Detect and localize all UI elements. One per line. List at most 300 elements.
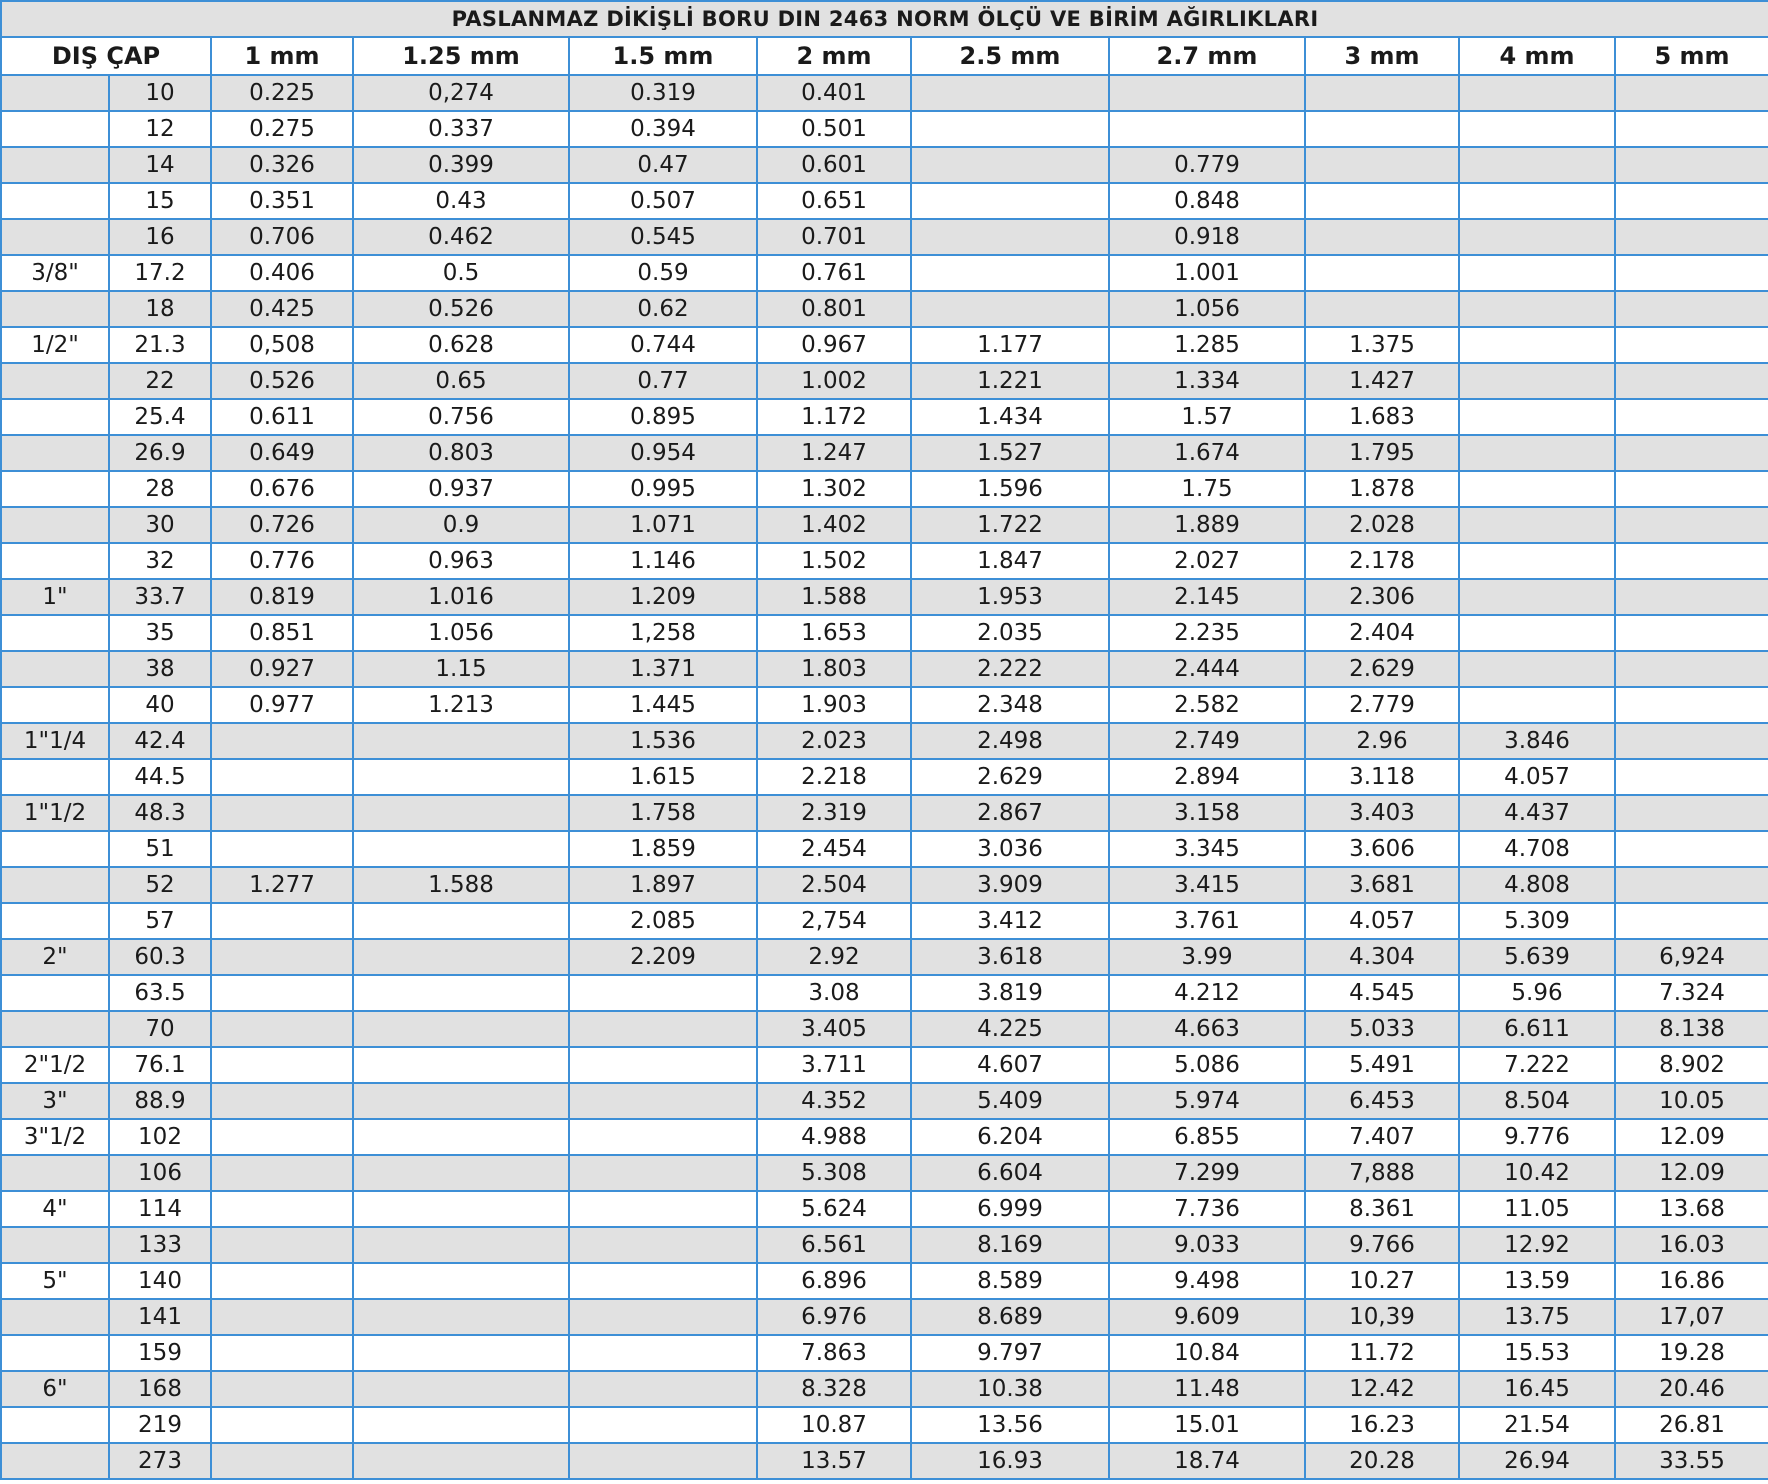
table-row: [1, 75, 1768, 111]
weight-cell: [1459, 579, 1615, 615]
weight-cell: 0.545: [569, 219, 757, 255]
weight-cell: [1459, 255, 1615, 291]
outer-diameter-cell: 30: [109, 507, 211, 543]
header-dis-cap: DIŞ ÇAP: [1, 37, 211, 75]
weight-cell: 5.96: [1459, 975, 1615, 1011]
weight-cell: [1459, 435, 1615, 471]
weight-cell: [211, 831, 353, 867]
table-row: [1, 543, 1768, 579]
weight-cell: 1.427: [1305, 363, 1459, 399]
outer-diameter-cell: 106: [109, 1155, 211, 1191]
weight-cell: 1.502: [757, 543, 911, 579]
weight-cell: 1.803: [757, 651, 911, 687]
weight-cell: 2.218: [757, 759, 911, 795]
weight-cell: [1459, 327, 1615, 363]
weight-cell: [1305, 111, 1459, 147]
weight-cell: 8.138: [1615, 1011, 1768, 1047]
inch-size-cell: [1, 651, 109, 687]
weight-cell: [1615, 291, 1768, 327]
weight-cell: 0.406: [211, 255, 353, 291]
weight-cell: [1615, 795, 1768, 831]
outer-diameter-cell: 133: [109, 1227, 211, 1263]
weight-cell: 9.797: [911, 1335, 1109, 1371]
weight-cell: [1615, 651, 1768, 687]
weight-cell: 11.48: [1109, 1371, 1305, 1407]
weight-cell: 19.28: [1615, 1335, 1768, 1371]
weight-cell: 1.15: [353, 651, 569, 687]
weight-cell: 2.178: [1305, 543, 1459, 579]
weight-cell: [211, 723, 353, 759]
inch-size-cell: [1, 147, 109, 183]
inch-size-cell: 2": [1, 939, 109, 975]
weight-cell: 2.145: [1109, 579, 1305, 615]
outer-diameter-cell: 57: [109, 903, 211, 939]
weight-cell: [1615, 327, 1768, 363]
weight-cell: [211, 795, 353, 831]
weight-cell: 0.275: [211, 111, 353, 147]
weight-cell: 1.209: [569, 579, 757, 615]
table-row: [1, 1299, 1768, 1335]
weight-cell: [569, 1263, 757, 1299]
weight-cell: [1459, 507, 1615, 543]
weight-cell: 4.057: [1305, 903, 1459, 939]
weight-cell: [211, 1443, 353, 1479]
weight-cell: 2.035: [911, 615, 1109, 651]
weight-cell: [211, 1047, 353, 1083]
weight-cell: 26.94: [1459, 1443, 1615, 1479]
weight-cell: 1.002: [757, 363, 911, 399]
weight-cell: [211, 1011, 353, 1047]
weight-cell: 1.722: [911, 507, 1109, 543]
outer-diameter-cell: 273: [109, 1443, 211, 1479]
weight-cell: 0.62: [569, 291, 757, 327]
table-row: [1, 579, 1768, 615]
outer-diameter-cell: 35: [109, 615, 211, 651]
weight-cell: 13.68: [1615, 1191, 1768, 1227]
weight-cell: 0.394: [569, 111, 757, 147]
weight-cell: 4.988: [757, 1119, 911, 1155]
outer-diameter-cell: 52: [109, 867, 211, 903]
weight-cell: 1.878: [1305, 471, 1459, 507]
outer-diameter-cell: 32: [109, 543, 211, 579]
weight-cell: 3.819: [911, 975, 1109, 1011]
weight-cell: [569, 1047, 757, 1083]
weight-cell: 5.624: [757, 1191, 911, 1227]
weight-cell: [911, 183, 1109, 219]
inch-size-cell: [1, 903, 109, 939]
table-row: [1, 111, 1768, 147]
weight-cell: 11.05: [1459, 1191, 1615, 1227]
weight-cell: 13.56: [911, 1407, 1109, 1443]
weight-cell: 1.596: [911, 471, 1109, 507]
table-row: [1, 903, 1768, 939]
weight-cell: 0.462: [353, 219, 569, 255]
weight-cell: 2.027: [1109, 543, 1305, 579]
weight-cell: 0.651: [757, 183, 911, 219]
weight-cell: 1.953: [911, 579, 1109, 615]
weight-cell: 10.27: [1305, 1263, 1459, 1299]
weight-cell: [1615, 435, 1768, 471]
weight-cell: 1.001: [1109, 255, 1305, 291]
weight-cell: 1.371: [569, 651, 757, 687]
weight-cell: 10.42: [1459, 1155, 1615, 1191]
inch-size-cell: [1, 975, 109, 1011]
weight-cell: 13.75: [1459, 1299, 1615, 1335]
weight-cell: 0.761: [757, 255, 911, 291]
header-thickness: 1 mm: [211, 37, 353, 75]
weight-cell: 16.03: [1615, 1227, 1768, 1263]
weight-cell: 0.59: [569, 255, 757, 291]
inch-size-cell: [1, 219, 109, 255]
weight-cell: 12.09: [1615, 1119, 1768, 1155]
weight-cell: 1.071: [569, 507, 757, 543]
weight-cell: 2.348: [911, 687, 1109, 723]
weight-cell: 2.319: [757, 795, 911, 831]
outer-diameter-cell: 10: [109, 75, 211, 111]
outer-diameter-cell: 12: [109, 111, 211, 147]
weight-cell: [1305, 255, 1459, 291]
outer-diameter-cell: 114: [109, 1191, 211, 1227]
weight-cell: 13.59: [1459, 1263, 1615, 1299]
weight-cell: 2.498: [911, 723, 1109, 759]
table-row: [1, 1371, 1768, 1407]
weight-cell: 16.23: [1305, 1407, 1459, 1443]
header-thickness: 2.7 mm: [1109, 37, 1305, 75]
weight-cell: 0.954: [569, 435, 757, 471]
inch-size-cell: 2"1/2: [1, 1047, 109, 1083]
weight-cell: 0.425: [211, 291, 353, 327]
inch-size-cell: [1, 435, 109, 471]
weight-cell: 3.606: [1305, 831, 1459, 867]
table-row: [1, 507, 1768, 543]
weight-cell: [569, 1443, 757, 1479]
weight-cell: 15.01: [1109, 1407, 1305, 1443]
weight-cell: 0.756: [353, 399, 569, 435]
table-row: [1, 759, 1768, 795]
weight-cell: 10.84: [1109, 1335, 1305, 1371]
inch-size-cell: [1, 1227, 109, 1263]
weight-cell: 0.649: [211, 435, 353, 471]
weight-cell: [1615, 363, 1768, 399]
weight-cell: 8.902: [1615, 1047, 1768, 1083]
weight-cell: [353, 1155, 569, 1191]
weight-cell: [353, 975, 569, 1011]
weight-cell: 4.437: [1459, 795, 1615, 831]
weight-cell: 1.247: [757, 435, 911, 471]
inch-size-cell: 1"1/4: [1, 723, 109, 759]
table-row: [1, 291, 1768, 327]
weight-cell: 0.851: [211, 615, 353, 651]
header-thickness: 2.5 mm: [911, 37, 1109, 75]
table-row: [1, 1047, 1768, 1083]
weight-cell: 0.43: [353, 183, 569, 219]
weight-cell: 10,39: [1305, 1299, 1459, 1335]
weight-cell: [911, 291, 1109, 327]
weight-cell: [569, 975, 757, 1011]
weight-cell: 8.361: [1305, 1191, 1459, 1227]
table-row: [1, 615, 1768, 651]
weight-cell: [353, 1047, 569, 1083]
weight-cell: 1.588: [353, 867, 569, 903]
table-row: [1, 1263, 1768, 1299]
weight-cell: 12.42: [1305, 1371, 1459, 1407]
inch-size-cell: [1, 759, 109, 795]
table-row: [1, 183, 1768, 219]
weight-cell: 5.309: [1459, 903, 1615, 939]
weight-cell: [1305, 147, 1459, 183]
header-thickness: 5 mm: [1615, 37, 1768, 75]
inch-size-cell: [1, 471, 109, 507]
weight-cell: [211, 903, 353, 939]
weight-cell: 0.47: [569, 147, 757, 183]
weight-cell: 12.09: [1615, 1155, 1768, 1191]
weight-cell: 7.324: [1615, 975, 1768, 1011]
weight-cell: 2.749: [1109, 723, 1305, 759]
weight-cell: 1.334: [1109, 363, 1305, 399]
inch-size-cell: [1, 1155, 109, 1191]
weight-cell: 3.036: [911, 831, 1109, 867]
weight-cell: 13.57: [757, 1443, 911, 1479]
inch-size-cell: [1, 615, 109, 651]
outer-diameter-cell: 18: [109, 291, 211, 327]
header-thickness: 2 mm: [757, 37, 911, 75]
weight-cell: 5.974: [1109, 1083, 1305, 1119]
weight-cell: 33.55: [1615, 1443, 1768, 1479]
weight-cell: [211, 1119, 353, 1155]
weight-cell: [1459, 687, 1615, 723]
weight-cell: 0.995: [569, 471, 757, 507]
outer-diameter-cell: 16: [109, 219, 211, 255]
weight-cell: [569, 1191, 757, 1227]
weight-cell: [1615, 219, 1768, 255]
weight-cell: 2.629: [911, 759, 1109, 795]
weight-cell: [1109, 111, 1305, 147]
weight-cell: [1615, 687, 1768, 723]
weight-cell: 3.405: [757, 1011, 911, 1047]
inch-size-cell: 3": [1, 1083, 109, 1119]
weight-cell: 16.45: [1459, 1371, 1615, 1407]
inch-size-cell: [1, 831, 109, 867]
weight-cell: [353, 1119, 569, 1155]
weight-cell: 1.375: [1305, 327, 1459, 363]
inch-size-cell: 1"1/2: [1, 795, 109, 831]
weight-cell: 3.08: [757, 975, 911, 1011]
weight-cell: [1615, 831, 1768, 867]
weight-cell: 5.491: [1305, 1047, 1459, 1083]
weight-cell: 1.903: [757, 687, 911, 723]
weight-cell: 16.86: [1615, 1263, 1768, 1299]
weight-cell: 1.172: [757, 399, 911, 435]
weight-cell: 1.056: [353, 615, 569, 651]
weight-cell: 3.412: [911, 903, 1109, 939]
weight-cell: 5.033: [1305, 1011, 1459, 1047]
weight-cell: 7.407: [1305, 1119, 1459, 1155]
weight-cell: [353, 1263, 569, 1299]
weight-cell: [1305, 183, 1459, 219]
weight-cell: 8.504: [1459, 1083, 1615, 1119]
weight-cell: 2,754: [757, 903, 911, 939]
weight-cell: 6.611: [1459, 1011, 1615, 1047]
inch-size-cell: 1": [1, 579, 109, 615]
weight-cell: 1.683: [1305, 399, 1459, 435]
weight-cell: [353, 939, 569, 975]
table-row: [1, 363, 1768, 399]
weight-cell: 2.504: [757, 867, 911, 903]
inch-size-cell: 3"1/2: [1, 1119, 109, 1155]
weight-cell: 0.819: [211, 579, 353, 615]
weight-cell: [1459, 219, 1615, 255]
inch-size-cell: [1, 111, 109, 147]
outer-diameter-cell: 102: [109, 1119, 211, 1155]
weight-cell: 1.674: [1109, 435, 1305, 471]
weight-cell: 3.345: [1109, 831, 1305, 867]
table-row: [1, 1407, 1768, 1443]
weight-cell: 0.895: [569, 399, 757, 435]
table-row: [1, 1155, 1768, 1191]
weight-cell: 1.213: [353, 687, 569, 723]
table-row: [1, 1227, 1768, 1263]
weight-cell: [1615, 543, 1768, 579]
weight-cell: 0.918: [1109, 219, 1305, 255]
inch-size-cell: 6": [1, 1371, 109, 1407]
weight-cell: 1.615: [569, 759, 757, 795]
weight-cell: 4.808: [1459, 867, 1615, 903]
weight-cell: 10.05: [1615, 1083, 1768, 1119]
weight-cell: 2.028: [1305, 507, 1459, 543]
weight-cell: 10.38: [911, 1371, 1109, 1407]
weight-cell: 0,508: [211, 327, 353, 363]
weight-cell: 1.177: [911, 327, 1109, 363]
table-row: [1, 255, 1768, 291]
outer-diameter-cell: 26.9: [109, 435, 211, 471]
outer-diameter-cell: 44.5: [109, 759, 211, 795]
weight-cell: 4.663: [1109, 1011, 1305, 1047]
weight-cell: 1.536: [569, 723, 757, 759]
table-title: PASLANMAZ DİKİŞLİ BORU DIN 2463 NORM ÖLÇÜ VE BİRİM AĞIRLIKLARI: [1, 1, 1768, 37]
weight-cell: 3.909: [911, 867, 1109, 903]
weight-cell: 0.779: [1109, 147, 1305, 183]
weight-cell: [1615, 759, 1768, 795]
weight-cell: [353, 1227, 569, 1263]
weight-cell: [353, 1407, 569, 1443]
weight-cell: [569, 1227, 757, 1263]
weight-cell: 1.277: [211, 867, 353, 903]
weight-cell: 2.629: [1305, 651, 1459, 687]
table-row: [1, 1119, 1768, 1155]
weight-cell: 1.889: [1109, 507, 1305, 543]
weight-cell: 2.209: [569, 939, 757, 975]
weight-cell: [1459, 615, 1615, 651]
weight-cell: 7.736: [1109, 1191, 1305, 1227]
table-row: [1, 147, 1768, 183]
weight-cell: 3.618: [911, 939, 1109, 975]
weight-cell: [1459, 543, 1615, 579]
weight-cell: 2.867: [911, 795, 1109, 831]
weight-cell: 0.676: [211, 471, 353, 507]
weight-cell: [1305, 291, 1459, 327]
weight-cell: [211, 1335, 353, 1371]
weight-cell: 4.225: [911, 1011, 1109, 1047]
weight-cell: 6.604: [911, 1155, 1109, 1191]
weight-cell: 2.779: [1305, 687, 1459, 723]
outer-diameter-cell: 168: [109, 1371, 211, 1407]
weight-cell: 2.085: [569, 903, 757, 939]
weight-cell: 0.399: [353, 147, 569, 183]
weight-cell: 3.403: [1305, 795, 1459, 831]
weight-cell: [211, 759, 353, 795]
weight-cell: 3.846: [1459, 723, 1615, 759]
weight-cell: 21.54: [1459, 1407, 1615, 1443]
weight-cell: [353, 1335, 569, 1371]
outer-diameter-cell: 17.2: [109, 255, 211, 291]
weight-cell: [569, 1011, 757, 1047]
weight-cell: 11.72: [1305, 1335, 1459, 1371]
weight-cell: 0.927: [211, 651, 353, 687]
weight-cell: 1.653: [757, 615, 911, 651]
weight-cell: 9.033: [1109, 1227, 1305, 1263]
weight-cell: [211, 1083, 353, 1119]
inch-size-cell: [1, 1299, 109, 1335]
weight-cell: 0.401: [757, 75, 911, 111]
weight-cell: 7.299: [1109, 1155, 1305, 1191]
weight-cell: 1.859: [569, 831, 757, 867]
weight-cell: 0.967: [757, 327, 911, 363]
weight-cell: [211, 1191, 353, 1227]
weight-cell: 4.545: [1305, 975, 1459, 1011]
weight-cell: [1459, 291, 1615, 327]
weight-cell: 0.701: [757, 219, 911, 255]
weight-cell: 1.402: [757, 507, 911, 543]
weight-cell: 2.96: [1305, 723, 1459, 759]
outer-diameter-cell: 21.3: [109, 327, 211, 363]
table-row: [1, 1191, 1768, 1227]
weight-cell: 1.434: [911, 399, 1109, 435]
weight-cell: [1459, 471, 1615, 507]
header-thickness: 1.25 mm: [353, 37, 569, 75]
weight-cell: [211, 1227, 353, 1263]
weight-cell: 0.937: [353, 471, 569, 507]
table-row: [1, 867, 1768, 903]
weight-cell: 4.352: [757, 1083, 911, 1119]
weight-cell: [1459, 363, 1615, 399]
weight-cell: 0.801: [757, 291, 911, 327]
table-row: [1, 651, 1768, 687]
weight-cell: 0.706: [211, 219, 353, 255]
weight-cell: [1305, 75, 1459, 111]
inch-size-cell: [1, 687, 109, 723]
weight-cell: 0.501: [757, 111, 911, 147]
inch-size-cell: [1, 363, 109, 399]
outer-diameter-cell: 14: [109, 147, 211, 183]
table-body: [1, 75, 1768, 1479]
inch-size-cell: [1, 543, 109, 579]
inch-size-cell: [1, 1335, 109, 1371]
weight-cell: [211, 939, 353, 975]
weight-cell: 0,274: [353, 75, 569, 111]
weight-cell: [911, 255, 1109, 291]
weight-cell: [211, 1263, 353, 1299]
table-row: [1, 435, 1768, 471]
weight-cell: [911, 111, 1109, 147]
table-row: [1, 1083, 1768, 1119]
weight-cell: 2.92: [757, 939, 911, 975]
outer-diameter-cell: 76.1: [109, 1047, 211, 1083]
table-row: [1, 939, 1768, 975]
weight-cell: [1615, 723, 1768, 759]
weight-cell: [1459, 75, 1615, 111]
weight-cell: [353, 1299, 569, 1335]
inch-size-cell: [1, 867, 109, 903]
